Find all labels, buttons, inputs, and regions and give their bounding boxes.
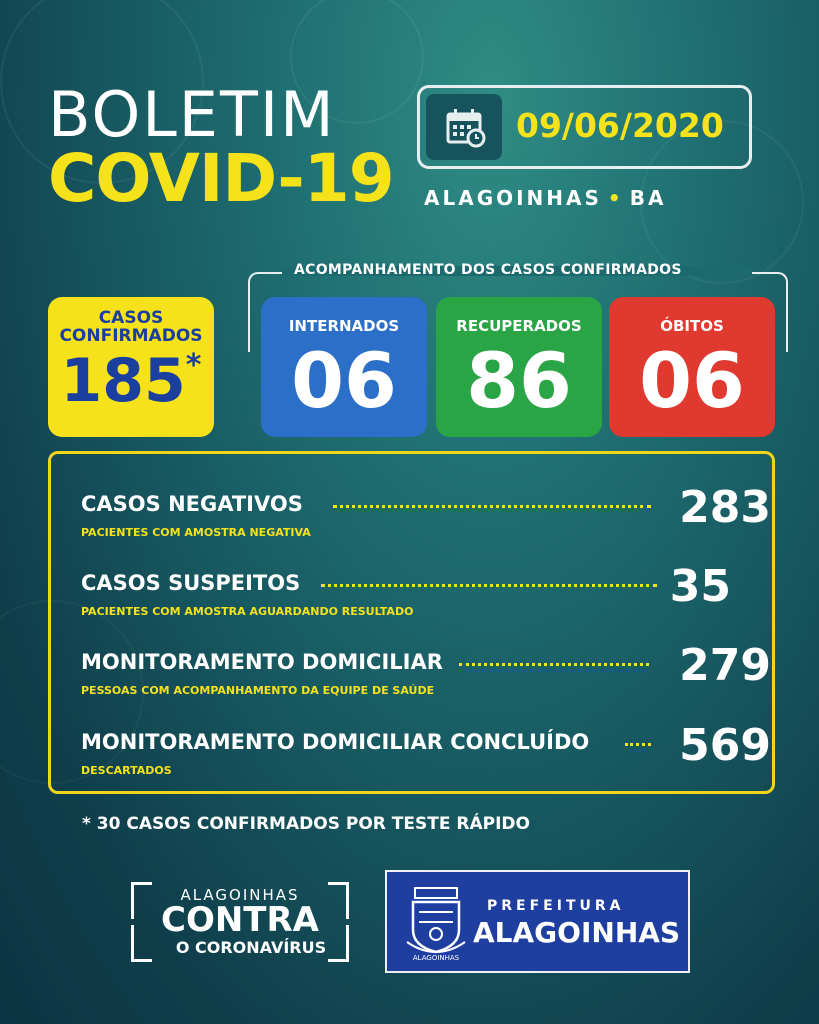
title-covid: COVID-19 — [48, 140, 394, 217]
card-value: 06 — [291, 336, 397, 425]
campaign-logo — [131, 882, 349, 962]
stat-name: CASOS NEGATIVOS — [81, 492, 303, 516]
card-value: 86 — [466, 336, 572, 425]
confirmed-value: 185 — [60, 346, 186, 416]
confirmed-value-wrap — [48, 346, 214, 416]
footnote: * 30 CASOS CONFIRMADOS POR TESTE RÁPIDO — [82, 814, 530, 834]
stats-panel — [48, 451, 775, 794]
card-label: INTERNADOS — [288, 317, 400, 335]
card-value: 06 — [639, 336, 745, 425]
city-label — [424, 186, 754, 210]
stat-value: 569 — [679, 720, 771, 771]
card-obitos — [609, 297, 775, 437]
card-internados — [261, 297, 427, 437]
stat-value: 279 — [679, 640, 771, 691]
calendar-icon-wrap — [426, 94, 502, 160]
state-name: BA — [629, 186, 667, 210]
stat-value: 283 — [679, 482, 771, 533]
city-crest-icon — [405, 884, 467, 962]
confirmed-label-1: CASOS — [98, 308, 164, 328]
dotted-leader — [321, 584, 657, 587]
card-label: ÓBITOS — [660, 317, 724, 335]
campaign-line3: O CORONAVÍRUS — [175, 938, 327, 957]
svg-text:ALAGOINHAS: ALAGOINHAS — [412, 954, 460, 962]
date-box — [417, 85, 752, 169]
stat-desc: PACIENTES COM AMOSTRA NEGATIVA — [81, 526, 311, 539]
confirmed-label-2: CONFIRMADOS — [59, 326, 203, 346]
stat-name: CASOS SUSPEITOS — [81, 571, 301, 595]
city-separator: • — [607, 186, 624, 210]
followup-title: ACOMPANHAMENTO DOS CASOS CONFIRMADOS — [294, 262, 682, 278]
bulletin-date: 09/06/2020 — [516, 106, 724, 145]
prefeitura-line1: PREFEITURA — [487, 898, 625, 914]
stat-desc: DESCARTADOS — [81, 764, 172, 777]
stat-value: 35 — [669, 561, 731, 612]
city-name: ALAGOINHAS — [424, 186, 602, 210]
confirmed-cases-box — [48, 297, 214, 437]
card-recuperados — [436, 297, 602, 437]
prefeitura-logo — [385, 870, 690, 973]
dotted-leader — [459, 663, 649, 666]
calendar-icon — [446, 108, 486, 148]
campaign-line1: ALAGOINHAS — [180, 886, 300, 904]
stat-name: MONITORAMENTO DOMICILIAR CONCLUÍDO — [81, 730, 590, 754]
stat-desc: PACIENTES COM AMOSTRA AGUARDANDO RESULTADO — [81, 605, 414, 618]
card-label: RECUPERADOS — [456, 317, 582, 335]
dotted-leader — [625, 743, 651, 746]
prefeitura-line2: ALAGOINHAS — [473, 916, 681, 949]
dotted-leader — [333, 505, 651, 508]
stat-name: MONITORAMENTO DOMICILIAR — [81, 650, 443, 674]
confirmed-asterisk: * — [185, 348, 202, 383]
title-boletim: BOLETIM — [48, 78, 336, 151]
campaign-line2: CONTRA — [161, 900, 319, 940]
stat-desc: PESSOAS COM ACOMPANHAMENTO DA EQUIPE DE SAÚDE — [81, 684, 435, 697]
